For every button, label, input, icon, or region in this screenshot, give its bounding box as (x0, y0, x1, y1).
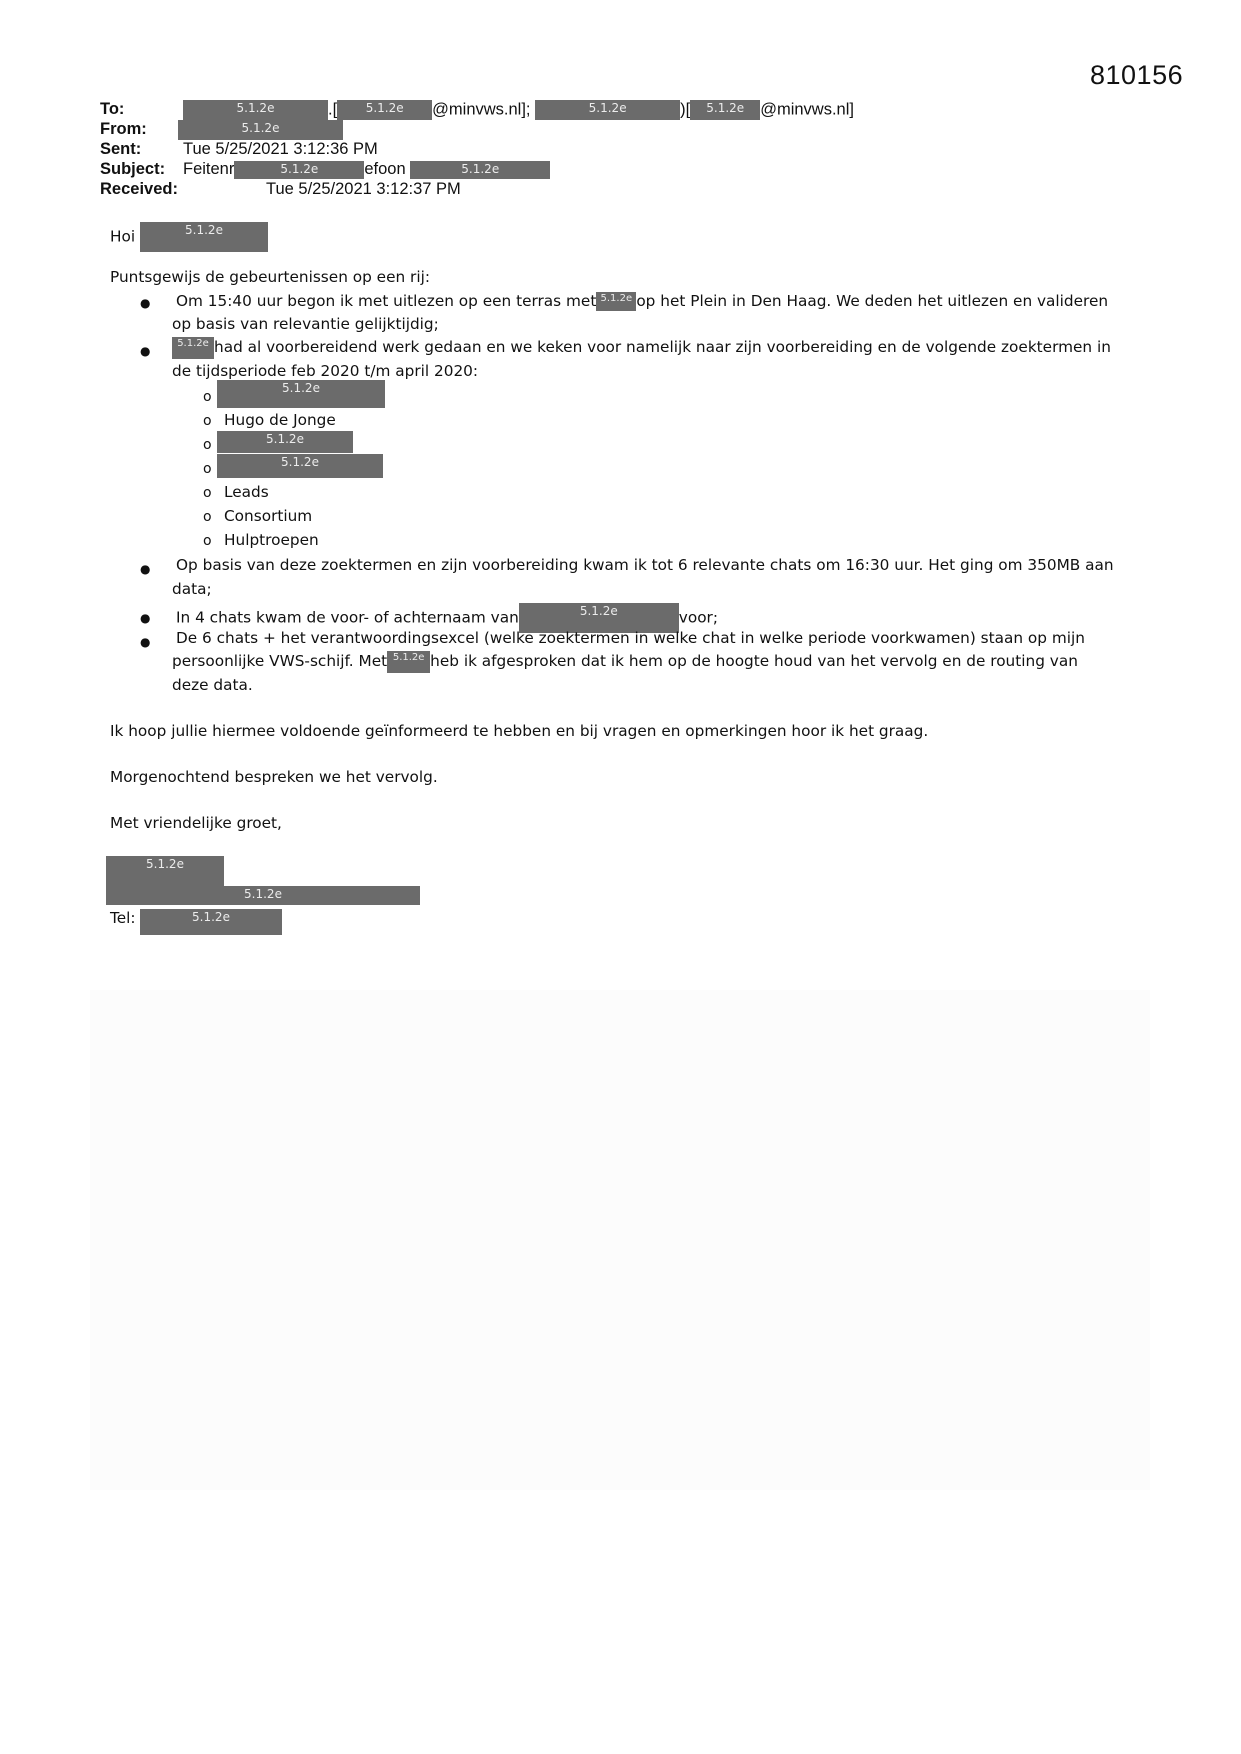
document-number: 810156 (1090, 60, 1184, 90)
bullet-1-text-a: Om 15:40 uur begon ik met uitlezen op een terras met (176, 292, 597, 310)
bullet-4-text-a: In 4 chats kwam de voor- of achternaam van (176, 608, 519, 627)
redaction-box: 5.1.2e (519, 603, 679, 633)
bullet-1-line-1 (176, 290, 1108, 313)
intro-text: Puntsgewijs de gebeurtenissen op een rij: (110, 268, 431, 286)
redaction-box: 5.1.2e (535, 100, 680, 120)
bullet-1-line-2: op basis van relevantie gelijktijdig; (172, 315, 439, 333)
bullet-4-text-b: voor; (678, 608, 718, 627)
search-term: Hulptroepen (224, 531, 319, 549)
bullet-dot-icon: ● (140, 562, 151, 576)
bullet-dot-icon: ● (140, 344, 151, 358)
circle-o-icon: o (203, 533, 212, 549)
greeting-line (110, 222, 268, 252)
to-domain-2: @minvws.nl] (760, 100, 854, 119)
sent-label: Sent: (100, 140, 142, 158)
greeting: Hoi (110, 227, 136, 246)
bullet-5-line-2 (172, 650, 1078, 673)
search-term: Leads (224, 483, 269, 501)
tel-label: Tel: (110, 909, 136, 927)
bullet-dot-icon: ● (140, 611, 151, 625)
redaction-box: 5.1.2e (106, 886, 420, 905)
redaction-box: 5.1.2e (217, 431, 353, 453)
subject-value (183, 160, 550, 179)
redaction-box: 5.1.2e (172, 337, 214, 359)
redaction-box: 5.1.2e (596, 292, 636, 311)
search-term: Hugo de Jonge (224, 411, 336, 429)
redaction-box: 5.1.2e (140, 222, 268, 252)
sent-value: Tue 5/25/2021 3:12:36 PM (183, 140, 378, 158)
redaction-box: 5.1.2e (337, 100, 432, 120)
from-label: From: (100, 120, 147, 138)
bullet-5-text-c: heb ik afgesproken dat ik hem op de hoogte houd van het vervolg en de routing van (430, 652, 1078, 670)
redaction-box: 5.1.2e (234, 161, 364, 179)
subject-part-1: Feitenr (183, 160, 235, 178)
redaction-box: 5.1.2e (106, 856, 224, 886)
bullet-2-text-a: had al voorbereidend werk gedaan en we keken voor namelijk naar zijn voorbereiding en de volgende zoektermen in (214, 338, 1111, 356)
redaction-box: 5.1.2e (217, 380, 385, 408)
redaction-box: 5.1.2e (410, 161, 550, 179)
circle-o-icon: o (203, 437, 212, 453)
circle-o-icon: o (203, 413, 212, 429)
bullet-dot-icon: ● (140, 296, 151, 310)
page-background (90, 990, 1150, 1490)
bullet-3-line-1: Op basis van deze zoektermen en zijn voorbereiding kwam ik tot 6 relevante chats om 16:30 uur. Het ging om 350MB aan (176, 556, 1114, 574)
bullet-5-line-1: De 6 chats + het verantwoordingsexcel (welke zoektermen in welke chat in welke periode voorkwamen) staan op mijn (176, 629, 1085, 647)
redaction-box: 5.1.2e (183, 100, 328, 120)
received-value: Tue 5/25/2021 3:12:37 PM (266, 180, 461, 198)
closing-paragraph-1: Ik hoop jullie hiermee voldoende geïnformeerd te hebben en bij vragen en opmerkingen hoor ik het graag. (110, 722, 929, 740)
received-label: Received: (100, 180, 178, 198)
to-domain-1: @minvws.nl]; (432, 100, 531, 119)
bullet-dot-icon: ● (140, 635, 151, 649)
search-term: Consortium (224, 507, 313, 525)
subject-label: Subject: (100, 160, 166, 178)
redaction-box: 5.1.2e (387, 651, 430, 673)
circle-o-icon: o (203, 509, 212, 525)
redaction-box: 5.1.2e (217, 454, 383, 478)
subject-part-2: efoon (364, 160, 406, 178)
to-value: 5.1.2e .[ 5.1.2e @minvws.nl]; 5.1.2e )[ 5.1.2e @minvws.nl] (183, 100, 854, 120)
bullet-1-text-b: op het Plein in Den Haag. We deden het uitlezen en valideren (636, 292, 1109, 310)
circle-o-icon: o (203, 485, 212, 501)
closing-paragraph-2: Morgenochtend bespreken we het vervolg. (110, 768, 438, 786)
from-value (178, 120, 343, 140)
to-label: To: (100, 100, 125, 118)
bullet-2-line-1 (172, 336, 1111, 359)
bullet-5-text-b: persoonlijke VWS-schijf. Met (172, 652, 388, 670)
redaction-box: 5.1.2e (690, 100, 760, 120)
bullet-3-line-2: data; (172, 580, 212, 598)
sign-off: Met vriendelijke groet, (110, 814, 282, 832)
redaction-box: 5.1.2e (140, 909, 282, 935)
redaction-box: 5.1.2e (178, 120, 343, 140)
bullet-5-line-3: deze data. (172, 676, 253, 694)
circle-o-icon: o (203, 461, 212, 477)
circle-o-icon: o (203, 389, 212, 405)
bullet-2-line-2: de tijdsperiode feb 2020 t/m april 2020: (172, 362, 479, 380)
